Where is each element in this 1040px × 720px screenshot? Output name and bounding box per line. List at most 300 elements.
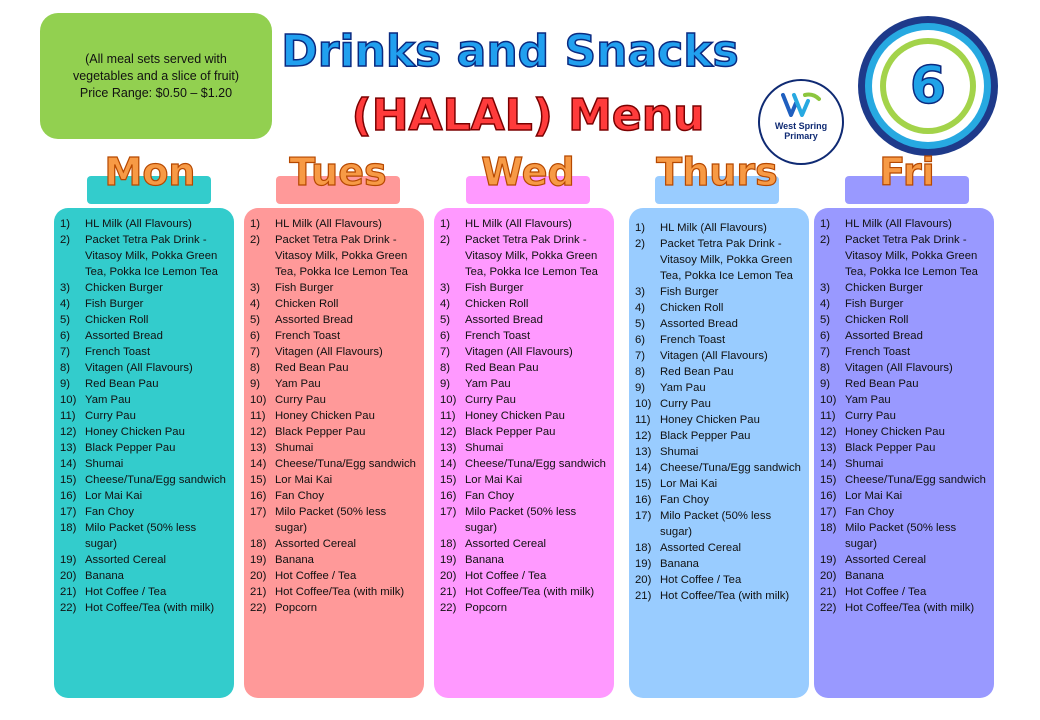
- menu-item-label: Lor Mai Kai: [660, 478, 718, 490]
- menu-item: [244, 568, 424, 584]
- menu-item-number: 8): [635, 366, 646, 378]
- menu-item-number: 16): [60, 490, 77, 502]
- menu-item: [244, 488, 424, 504]
- menu-item-label: Packet Tetra Pak Drink - Vitasoy Milk, Pokka Green Tea, Pokka Ice Lemon Tea: [660, 238, 793, 282]
- menu-item: [54, 312, 234, 328]
- menu-item-number: 2): [635, 238, 646, 250]
- menu-item-number: 20): [440, 570, 457, 582]
- menu-item-number: 6): [250, 330, 261, 342]
- fri-header: Fri: [879, 150, 935, 194]
- menu-item: [244, 424, 424, 440]
- menu-item-number: 12): [250, 426, 267, 438]
- menu-item-number: 20): [820, 570, 837, 582]
- menu-item-number: 7): [635, 350, 646, 362]
- menu-item-number: 7): [440, 346, 451, 358]
- menu-item-number: 6): [635, 334, 646, 346]
- menu-item-number: 5): [820, 314, 831, 326]
- menu-item-number: 11): [60, 410, 76, 422]
- menu-item-label: Vitagen (All Flavours): [275, 346, 383, 358]
- menu-item: [814, 472, 994, 488]
- menu-item-number: 7): [820, 346, 831, 358]
- menu-item-number: 21): [820, 586, 837, 598]
- menu-item-number: 8): [250, 362, 261, 374]
- menu-item-number: 18): [440, 538, 457, 550]
- menu-item-label: Assorted Bread: [660, 318, 738, 330]
- menu-item: [54, 552, 234, 568]
- menu-item-label: Milo Packet (50% less sugar): [845, 522, 957, 550]
- menu-item-number: 21): [635, 590, 652, 602]
- menu-item-label: Packet Tetra Pak Drink - Vitasoy Milk, Pokka Green Tea, Pokka Ice Lemon Tea: [275, 234, 408, 278]
- menu-item-label: Fish Burger: [275, 282, 334, 294]
- menu-item-label: HL Milk (All Flavours): [660, 222, 767, 234]
- menu-item: [629, 332, 809, 348]
- menu-item-label: Popcorn: [275, 602, 318, 614]
- menu-item-number: 2): [60, 234, 71, 246]
- fri-column: [814, 208, 994, 698]
- menu-item-number: 11): [250, 410, 266, 422]
- menu-item-number: 16): [820, 490, 837, 502]
- menu-item-label: Black Pepper Pau: [660, 430, 751, 442]
- menu-item: [54, 232, 234, 280]
- menu-item-number: 5): [250, 314, 261, 326]
- menu-item-label: Assorted Cereal: [275, 538, 356, 550]
- menu-item: [814, 232, 994, 280]
- menu-item: [629, 396, 809, 412]
- menu-item-label: Hot Coffee / Tea: [275, 570, 357, 582]
- menu-item: [54, 392, 234, 408]
- menu-item-number: 20): [250, 570, 267, 582]
- menu-item: [434, 568, 614, 584]
- menu-item-label: Red Bean Pau: [85, 378, 159, 390]
- menu-item-label: Assorted Cereal: [845, 554, 926, 566]
- menu-item-number: 20): [635, 574, 652, 586]
- menu-item-number: 9): [635, 382, 646, 394]
- menu-item: [244, 600, 424, 616]
- menu-item-number: 6): [60, 330, 71, 342]
- week-number: 6: [909, 56, 947, 116]
- menu-item: [434, 600, 614, 616]
- menu-item-number: 14): [250, 458, 267, 470]
- menu-item-label: Hot Coffee / Tea: [85, 586, 167, 598]
- menu-item-label: Banana: [465, 554, 504, 566]
- menu-item: [814, 552, 994, 568]
- menu-item-number: 17): [250, 506, 267, 518]
- menu-item-number: 3): [820, 282, 831, 294]
- menu-item: [629, 460, 809, 476]
- menu-item-number: 13): [440, 442, 457, 454]
- menu-item-number: 17): [440, 506, 457, 518]
- menu-item-label: Yam Pau: [275, 378, 321, 390]
- menu-item: [629, 364, 809, 380]
- wed-header: Wed: [481, 150, 575, 194]
- week-badge: [858, 16, 998, 156]
- menu-item: [54, 600, 234, 616]
- menu-item: [54, 360, 234, 376]
- menu-item-label: Black Pepper Pau: [845, 442, 936, 454]
- menu-item: [244, 584, 424, 600]
- menu-item-number: 3): [250, 282, 261, 294]
- menu-item-label: Fan Choy: [85, 506, 134, 518]
- info-line-2: vegetables and a slice of fruit): [72, 68, 240, 83]
- menu-item-label: Hot Coffee / Tea: [660, 574, 742, 586]
- menu-item: [629, 428, 809, 444]
- menu-item-number: 20): [60, 570, 77, 582]
- menu-item: [244, 360, 424, 376]
- menu-item-number: 22): [820, 602, 837, 614]
- menu-item: [434, 376, 614, 392]
- menu-item: [814, 600, 994, 616]
- menu-item-label: Milo Packet (50% less sugar): [275, 506, 387, 534]
- menu-item: [54, 424, 234, 440]
- menu-item-number: 11): [820, 410, 836, 422]
- menu-item: [434, 488, 614, 504]
- menu-item: [244, 328, 424, 344]
- menu-item: [814, 424, 994, 440]
- menu-item-number: 3): [635, 286, 646, 298]
- menu-item-number: 4): [60, 298, 71, 310]
- menu-item-label: Packet Tetra Pak Drink - Vitasoy Milk, Pokka Green Tea, Pokka Ice Lemon Tea: [465, 234, 598, 278]
- menu-item: [54, 568, 234, 584]
- menu-item-label: Honey Chicken Pau: [465, 410, 565, 422]
- menu-item-number: 1): [60, 218, 71, 230]
- menu-item: [434, 456, 614, 472]
- menu-item-number: 18): [60, 522, 77, 534]
- menu-item-label: Shumai: [85, 458, 124, 470]
- menu-item: [434, 584, 614, 600]
- menu-item-number: 13): [60, 442, 77, 454]
- menu-item-number: 13): [250, 442, 267, 454]
- menu-item: [54, 376, 234, 392]
- menu-item-number: 7): [60, 346, 71, 358]
- menu-item-label: Red Bean Pau: [845, 378, 919, 390]
- menu-item: [54, 328, 234, 344]
- menu-item: [54, 488, 234, 504]
- menu-item: [814, 344, 994, 360]
- menu-item-number: 13): [635, 446, 652, 458]
- menu-item-label: Black Pepper Pau: [275, 426, 366, 438]
- menu-item-number: 12): [440, 426, 457, 438]
- menu-item: [629, 588, 809, 604]
- menu-item: [434, 328, 614, 344]
- menu-item: [629, 476, 809, 492]
- menu-item: [814, 488, 994, 504]
- menu-item: [54, 216, 234, 232]
- menu-item-label: Curry Pau: [85, 410, 136, 422]
- tues-header: Tues: [289, 150, 387, 194]
- menu-item-label: Assorted Bread: [275, 314, 353, 326]
- menu-item: [244, 472, 424, 488]
- menu-item-number: 16): [635, 494, 652, 506]
- menu-item-label: French Toast: [845, 346, 911, 358]
- menu-item-number: 5): [440, 314, 451, 326]
- menu-item: [629, 316, 809, 332]
- menu-item-label: HL Milk (All Flavours): [85, 218, 192, 230]
- menu-item-label: French Toast: [275, 330, 341, 342]
- menu-item: [814, 312, 994, 328]
- menu-item-label: Chicken Roll: [85, 314, 149, 326]
- menu-item-label: Fish Burger: [660, 286, 719, 298]
- menu-item-number: 1): [440, 218, 451, 230]
- mon-column: [54, 208, 234, 698]
- menu-item-label: Hot Coffee / Tea: [465, 570, 547, 582]
- menu-item: [54, 456, 234, 472]
- menu-item-label: Chicken Roll: [275, 298, 339, 310]
- menu-item-label: Packet Tetra Pak Drink - Vitasoy Milk, Pokka Green Tea, Pokka Ice Lemon Tea: [85, 234, 218, 278]
- menu-item-number: 9): [250, 378, 261, 390]
- menu-item-label: Red Bean Pau: [660, 366, 734, 378]
- menu-item-label: Lor Mai Kai: [85, 490, 143, 502]
- menu-item: [244, 392, 424, 408]
- menu-item: [54, 296, 234, 312]
- menu-item-label: Vitagen (All Flavours): [465, 346, 573, 358]
- menu-item-label: Fish Burger: [85, 298, 144, 310]
- menu-item-label: Hot Coffee/Tea (with milk): [465, 586, 595, 598]
- menu-item: [814, 360, 994, 376]
- menu-item-label: Assorted Cereal: [85, 554, 166, 566]
- menu-item: [629, 444, 809, 460]
- menu-item-number: 8): [60, 362, 71, 374]
- menu-item-label: Chicken Roll: [845, 314, 909, 326]
- menu-item-number: 14): [440, 458, 457, 470]
- menu-item: [629, 556, 809, 572]
- menu-item-number: 22): [440, 602, 457, 614]
- menu-item-label: Cheese/Tuna/Egg sandwich: [845, 474, 986, 486]
- menu-item: [434, 424, 614, 440]
- menu-item-label: Banana: [845, 570, 884, 582]
- menu-item-label: Fan Choy: [660, 494, 709, 506]
- menu-item: [434, 296, 614, 312]
- menu-item: [629, 348, 809, 364]
- menu-item: [54, 504, 234, 520]
- thurs-column: [629, 208, 809, 698]
- menu-item-number: 10): [440, 394, 457, 406]
- menu-item-number: 1): [820, 218, 831, 230]
- menu-item-label: HL Milk (All Flavours): [275, 218, 382, 230]
- menu-item: [814, 520, 994, 552]
- menu-item-number: 10): [250, 394, 267, 406]
- menu-item-label: Banana: [85, 570, 124, 582]
- menu-item: [814, 216, 994, 232]
- menu-item: [434, 232, 614, 280]
- menu-item: [434, 440, 614, 456]
- menu-item-label: Shumai: [465, 442, 504, 454]
- menu-item-number: 19): [60, 554, 77, 566]
- tues-column: [244, 208, 424, 698]
- menu-item: [629, 572, 809, 588]
- menu-item-number: 15): [60, 474, 77, 486]
- menu-item-label: Yam Pau: [845, 394, 891, 406]
- menu-item-number: 8): [440, 362, 451, 374]
- menu-item: [54, 280, 234, 296]
- info-line-3: Price Range: $0.50 – $1.20: [79, 85, 233, 100]
- menu-item: [54, 344, 234, 360]
- menu-item-number: 21): [250, 586, 267, 598]
- menu-item: [814, 328, 994, 344]
- menu-item: [629, 300, 809, 316]
- menu-item-number: 6): [820, 330, 831, 342]
- menu-item: [54, 584, 234, 600]
- menu-item: [244, 296, 424, 312]
- menu-item-label: Packet Tetra Pak Drink - Vitasoy Milk, Pokka Green Tea, Pokka Ice Lemon Tea: [845, 234, 978, 278]
- menu-item-label: Assorted Bread: [845, 330, 923, 342]
- menu-item-label: HL Milk (All Flavours): [465, 218, 572, 230]
- menu-item: [629, 220, 809, 236]
- menu-item-label: Milo Packet (50% less sugar): [465, 506, 577, 534]
- menu-item-number: 6): [440, 330, 451, 342]
- menu-item-label: Assorted Cereal: [465, 538, 546, 550]
- menu-item-label: Lor Mai Kai: [275, 474, 333, 486]
- menu-item-label: Fan Choy: [275, 490, 324, 502]
- menu-item-label: Shumai: [275, 442, 314, 454]
- menu-item-number: 17): [60, 506, 77, 518]
- menu-item-label: Fish Burger: [845, 298, 904, 310]
- menu-item-number: 5): [635, 318, 646, 330]
- menu-item-number: 17): [820, 506, 837, 518]
- menu-item-number: 5): [60, 314, 71, 326]
- menu-item: [629, 380, 809, 396]
- menu-item: [54, 520, 234, 552]
- menu-item-label: Chicken Burger: [85, 282, 163, 294]
- menu-item: [434, 504, 614, 536]
- menu-item-number: 7): [250, 346, 261, 358]
- menu-item-number: 19): [250, 554, 267, 566]
- menu-item-label: Vitagen (All Flavours): [845, 362, 953, 374]
- menu-item-label: Assorted Cereal: [660, 542, 741, 554]
- menu-item: [244, 280, 424, 296]
- menu-item-number: 3): [60, 282, 71, 294]
- menu-item-label: French Toast: [465, 330, 531, 342]
- menu-item-label: Cheese/Tuna/Egg sandwich: [275, 458, 416, 470]
- menu-item: [629, 412, 809, 428]
- menu-item-label: Cheese/Tuna/Egg sandwich: [465, 458, 606, 470]
- menu-item-label: Hot Coffee/Tea (with milk): [660, 590, 790, 602]
- menu-item-label: Hot Coffee/Tea (with milk): [275, 586, 405, 598]
- menu-item-label: Popcorn: [465, 602, 508, 614]
- menu-item-label: Vitagen (All Flavours): [85, 362, 193, 374]
- menu-item-label: Banana: [275, 554, 314, 566]
- menu-item: [434, 280, 614, 296]
- menu-item-number: 22): [250, 602, 267, 614]
- menu-item-label: Milo Packet (50% less sugar): [85, 522, 197, 550]
- menu-item-label: Honey Chicken Pau: [845, 426, 945, 438]
- menu-item: [434, 536, 614, 552]
- menu-item-number: 19): [820, 554, 837, 566]
- menu-item-label: Lor Mai Kai: [845, 490, 903, 502]
- menu-item-number: 1): [635, 222, 646, 234]
- menu-item-label: Shumai: [845, 458, 884, 470]
- menu-item-label: Fan Choy: [845, 506, 894, 518]
- menu-item-label: French Toast: [85, 346, 151, 358]
- menu-item-label: Cheese/Tuna/Egg sandwich: [660, 462, 801, 474]
- menu-item: [434, 408, 614, 424]
- menu-item-label: Red Bean Pau: [275, 362, 349, 374]
- menu-item: [244, 232, 424, 280]
- menu-item-label: Black Pepper Pau: [85, 442, 176, 454]
- menu-item-label: Yam Pau: [465, 378, 511, 390]
- menu-item-number: 16): [440, 490, 457, 502]
- menu-item-label: Curry Pau: [660, 398, 711, 410]
- menu-item: [434, 360, 614, 376]
- menu-item-number: 22): [60, 602, 77, 614]
- menu-item-number: 10): [635, 398, 652, 410]
- menu-item: [814, 280, 994, 296]
- menu-item-label: Banana: [660, 558, 699, 570]
- thurs-header: Thurs: [656, 150, 778, 194]
- menu-item-number: 15): [635, 478, 652, 490]
- menu-item: [814, 584, 994, 600]
- menu-item-number: 4): [250, 298, 261, 310]
- menu-item: [434, 552, 614, 568]
- menu-item: [629, 284, 809, 300]
- menu-item: [814, 568, 994, 584]
- menu-item-label: Fish Burger: [465, 282, 524, 294]
- menu-item: [434, 216, 614, 232]
- menu-item-number: 2): [820, 234, 831, 246]
- menu-item: [244, 536, 424, 552]
- menu-item-number: 2): [440, 234, 451, 246]
- menu-item-label: Black Pepper Pau: [465, 426, 556, 438]
- menu-item: [814, 456, 994, 472]
- menu-item: [434, 312, 614, 328]
- menu-item-number: 4): [440, 298, 451, 310]
- menu-item-label: Hot Coffee/Tea (with milk): [85, 602, 215, 614]
- menu-item-number: 9): [60, 378, 71, 390]
- menu-item-label: French Toast: [660, 334, 726, 346]
- menu-item: [244, 456, 424, 472]
- menu-item-number: 9): [440, 378, 451, 390]
- menu-item-number: 17): [635, 510, 652, 522]
- menu-item-number: 10): [820, 394, 837, 406]
- menu-item-label: Fan Choy: [465, 490, 514, 502]
- menu-item-label: Honey Chicken Pau: [85, 426, 185, 438]
- menu-item-number: 21): [60, 586, 77, 598]
- menu-item-number: 3): [440, 282, 451, 294]
- menu-item-number: 13): [820, 442, 837, 454]
- menu-item-number: 18): [820, 522, 837, 534]
- menu-item-number: 15): [820, 474, 837, 486]
- menu-item-number: 19): [440, 554, 457, 566]
- menu-item-label: Curry Pau: [465, 394, 516, 406]
- menu-item: [814, 296, 994, 312]
- menu-item-label: HL Milk (All Flavours): [845, 218, 952, 230]
- menu-item: [244, 408, 424, 424]
- menu-item-number: 14): [60, 458, 77, 470]
- menu-item: [54, 408, 234, 424]
- menu-item-number: 1): [250, 218, 261, 230]
- menu-item: [244, 312, 424, 328]
- menu-item-number: 18): [250, 538, 267, 550]
- menu-item: [629, 540, 809, 556]
- menu-item-number: 21): [440, 586, 457, 598]
- menu-item: [629, 492, 809, 508]
- menu-item-number: 12): [820, 426, 837, 438]
- menu-item: [629, 236, 809, 284]
- menu-item-label: Chicken Roll: [660, 302, 724, 314]
- menu-item-label: Assorted Bread: [85, 330, 163, 342]
- menu-item-number: 4): [635, 302, 646, 314]
- menu-item-label: Milo Packet (50% less sugar): [660, 510, 772, 538]
- menu-item-number: 15): [440, 474, 457, 486]
- menu-item-number: 11): [635, 414, 651, 426]
- menu-item: [814, 408, 994, 424]
- menu-item-label: Shumai: [660, 446, 699, 458]
- menu-item: [244, 376, 424, 392]
- menu-item-label: Vitagen (All Flavours): [660, 350, 768, 362]
- menu-item-label: Hot Coffee/Tea (with milk): [845, 602, 975, 614]
- info-line-1: (All meal sets served with: [85, 51, 227, 66]
- menu-item-number: 19): [635, 558, 652, 570]
- menu-item-number: 18): [635, 542, 652, 554]
